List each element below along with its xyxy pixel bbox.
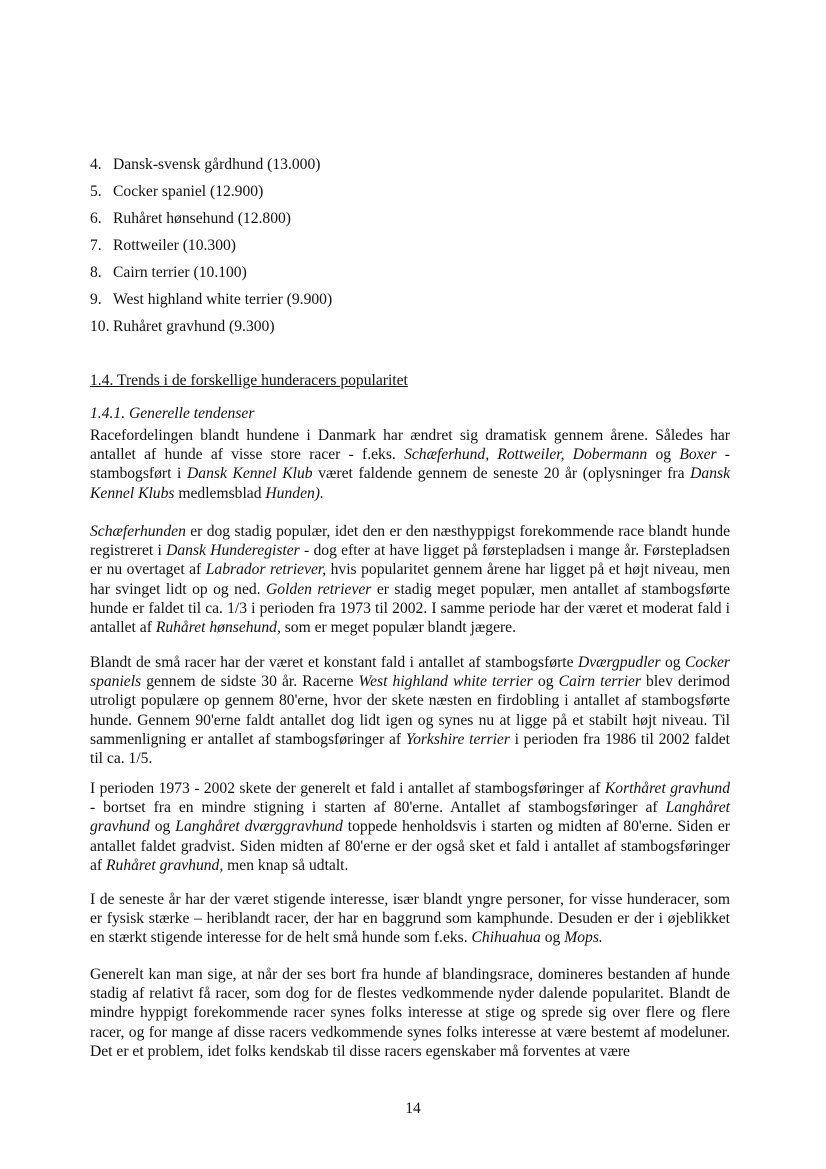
text-run: gennem de sidste 30 år. Racerne — [141, 673, 359, 691]
italic-term: Cairn terrier — [558, 673, 641, 691]
paragraph-small-breeds — [90, 653, 730, 768]
italic-term: Chihuahua — [471, 929, 541, 947]
italic-term: Labrador retriever, — [205, 561, 327, 579]
list-item-text: Ruhåret gravhund (9.300) — [113, 318, 275, 335]
text-run: I de seneste år har der været stigende interesse, især blandt yngre personer, for visse hunderacer, som er fysisk stærke – heriblandt racer, der har en baggrund som kamphunde. Desuden er der i øjeblikket en stærkt stigende interesse for de helt små hunde som f.eks. — [90, 891, 730, 947]
italic-term: Schæferhund, Rottweiler, Dobermann — [404, 446, 648, 464]
text-run: er dog stadig populær, idet den er den næsthyppigst forekommende race blandt hunde registreret i — [90, 523, 730, 560]
list-item-text: Cairn terrier (10.100) — [113, 264, 247, 281]
text-run: er stadig meget populær, men antallet af stambogsførte hunde er faldet til ca. 1/3 i perioden fra 1973 til 2002. I samme periode har der været et moderat fald i antallet af — [90, 580, 730, 637]
list-item-number: 7. — [90, 237, 102, 254]
paragraph-general — [90, 965, 730, 1061]
italic-term: Schæferhunden — [90, 523, 186, 540]
list-item — [90, 263, 332, 290]
list-item — [90, 290, 332, 317]
list-item — [90, 317, 332, 344]
list-item-text: Ruhåret hønsehund (12.800) — [113, 210, 291, 227]
text-run: Blandt de små racer har der været et konstant fald i antallet af stambogsførte — [90, 654, 578, 671]
text-run: - dog efter at have ligget på førstepladsen i mange år. Førstepladsen er nu overtaget af — [90, 542, 731, 579]
breed-ranking-list — [90, 155, 332, 344]
italic-term: Ruhåret gravhund, — [106, 856, 224, 874]
page-number: 14 — [405, 1100, 421, 1117]
list-item — [90, 236, 332, 263]
list-item — [90, 209, 332, 236]
italic-term: Yorkshire terrier — [405, 730, 510, 748]
italic-term: Boxer — [679, 446, 717, 464]
section-heading: 1.4. Trends i de forskellige hunderacers popularitet — [90, 372, 408, 389]
italic-term: West highland white terrier — [358, 673, 533, 691]
text-run: hvis popularitet gennem årene har ligget på et højt niveau, men har svinget lidt op og ned. — [90, 561, 730, 598]
italic-term: Langhåret dværggravhund — [175, 818, 343, 836]
list-item-number: 5. — [90, 183, 102, 200]
text-run: Racefordelingen blandt hundene i Danmark har ændret sig dramatisk gennem årene. Således har antallet af hunde af visse store racer - f.eks. — [90, 427, 730, 464]
paragraph-breed-distribution — [90, 426, 730, 503]
text-run: og — [660, 654, 685, 671]
subsection-heading: 1.4.1. Generelle tendenser — [90, 405, 255, 422]
text-run: medlemsblad — [174, 484, 266, 502]
text-run: og — [149, 818, 176, 836]
italic-term: Ruhåret hønsehund, — [155, 619, 281, 637]
text-run: som er meget populær blandt jægere. — [280, 619, 516, 637]
text-run: i perioden fra 1986 til 2002 faldet til ca. 1/5. — [90, 730, 730, 768]
text-run: I perioden 1973 - 2002 skete der generelt et fald i antallet af stambogsføringer af — [90, 780, 605, 797]
text-run: og — [540, 929, 565, 947]
italic-term: Langhåret gravhund — [90, 799, 730, 836]
list-item-text: West highland white terrier (9.900) — [113, 291, 333, 308]
italic-term: Dværgpudler — [577, 654, 661, 671]
list-item — [90, 155, 332, 182]
italic-term: Dansk Hunderegister — [166, 542, 300, 560]
italic-term: Dansk Kennel Klub — [187, 465, 313, 483]
text-run: været faldende gennem de seneste 20 år (oplysninger fra — [312, 465, 691, 483]
italic-term: Cocker spaniels — [90, 654, 730, 691]
list-item-number: 10. — [90, 318, 110, 335]
text-run: blev derimod utroligt populære op gennem 80'erne, hvor der skete næsten en firdobling i antallet af stambogsførte hunde. Gennem 90'erne faldt antallet dog lidt igen og synes nu at ligge på et stabilt højt niveau. Til sammenligning er antallet af stambogsføringer af — [90, 673, 730, 748]
italic-term: Mops. — [564, 929, 603, 947]
list-item-number: 8. — [90, 264, 102, 281]
list-item-text: Rottweiler (10.300) — [113, 237, 236, 254]
list-item-text: Cocker spaniel (12.900) — [113, 183, 264, 200]
list-item-number: 9. — [90, 291, 102, 308]
list-item-number: 4. — [90, 156, 102, 173]
paragraph-gravhund — [90, 779, 730, 875]
italic-term: Hunden). — [265, 484, 324, 502]
text-run: - bortset fra en mindre stigning i starten af 80'erne. Antallet af stambogsføringer af — [90, 799, 666, 817]
paragraph-recent-interest — [90, 890, 730, 948]
italic-term: Golden retriever — [266, 580, 372, 598]
italic-term: Dansk Kennel Klubs — [90, 465, 730, 502]
text-run: og — [647, 446, 680, 464]
list-item-number: 6. — [90, 210, 102, 227]
text-run: men knap så udtalt. — [223, 856, 349, 874]
italic-term: Korthåret gravhund — [604, 780, 731, 797]
text-run: Generelt kan man sige, at når der ses bort fra hunde af blandingsrace, domineres bestanden af hunde stadig af relativt få racer, som dog for de flestes vedkommende nyder dalende popularitet. Blandt de mindre hyppigt forekommende racer synes folks interesse at stige og sprede sig over flere og flere racer, og for mange af disse racers vedkommende synes folks interesse at være bestemt af modeluner. Det er et problem, idet folks kendskab til disse racers egenskaber må forventes at være — [90, 966, 730, 1060]
list-item-text: Dansk-svensk gårdhund (13.000) — [113, 156, 321, 173]
list-item — [90, 182, 332, 209]
text-run: toppede henholdsvis i starten og midten af 80'erne. Siden er antallet faldet gradvist. Siden midten af 80'erne er der også sket et fald i antallet af stambogsføringer af — [90, 818, 730, 874]
text-run: og — [532, 673, 559, 691]
text-run: - stambogsført i — [90, 446, 731, 483]
paragraph-schaeferhund — [90, 522, 730, 637]
